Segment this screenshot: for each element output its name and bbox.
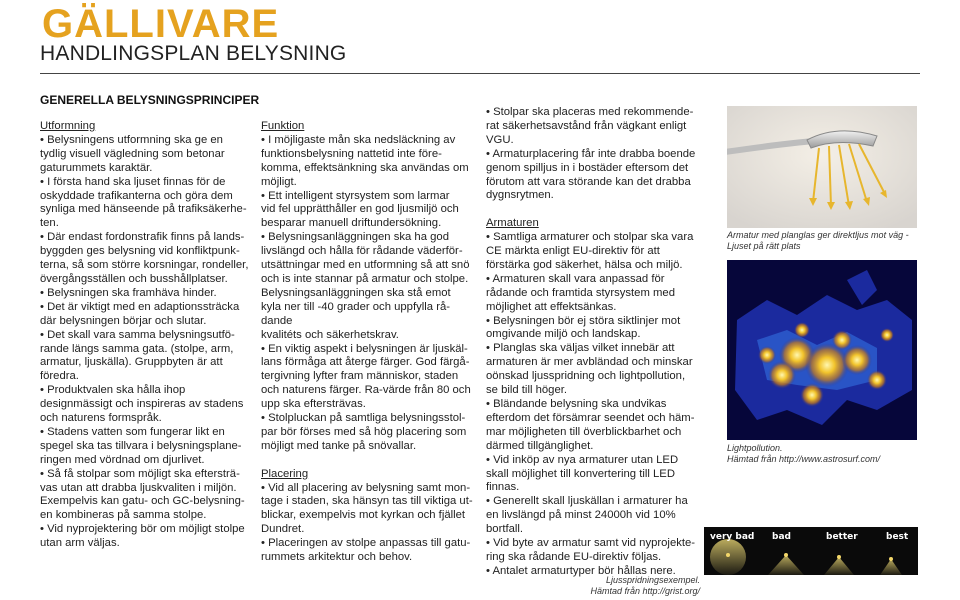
text-line: • Vid inköp av nya armaturer utan LED xyxy=(486,453,679,466)
text-line: • Samtliga armaturer och stolpar ska vara xyxy=(486,231,694,244)
text-line: utan arm väljas. xyxy=(40,537,120,550)
text-line: oskyddade trafikanterna och göra dem xyxy=(40,189,233,202)
subsection-heading: Utformning xyxy=(40,120,96,132)
text-line: rat säkerhetsavstånd från vägkant enligt xyxy=(486,119,687,132)
text-line: • Vid byte av armatur samt vid nyprojekte- xyxy=(486,537,696,550)
text-line: förstärka god säkerhet, hälsa och miljö. xyxy=(486,258,683,271)
text-line: ring ska rådande EU-direktiv följas. xyxy=(486,550,662,563)
text-line: Dundret. xyxy=(261,523,305,536)
text-line: • Planglas ska väljas vilket innebär att xyxy=(486,342,675,355)
subsection-heading: Funktion xyxy=(261,120,305,132)
text-line: • En viktig aspekt i belysningen är ljuskäl- xyxy=(261,342,468,355)
text-line: lans förmåga att återge färger. God färgå- xyxy=(261,356,470,369)
text-line: efterdom det försämrar seendet och häm- xyxy=(486,411,695,424)
text-line: • Produktvalen ska hålla ihop xyxy=(40,384,186,397)
light-spread-example xyxy=(704,527,918,575)
text-line: • Stolpluckan på samtliga belysningsstol- xyxy=(261,412,466,425)
spread-label: bad xyxy=(772,532,791,542)
text-line: rande längs samma gata. (stolpe, arm, xyxy=(40,342,234,355)
text-line: • Där endast fordonstrafik finns på lands- xyxy=(40,231,245,244)
gallivare-logo: GÄLLIVARE xyxy=(42,2,280,46)
text-line: finnas. xyxy=(486,481,520,494)
text-line: VGU. xyxy=(486,133,514,146)
text-line: en kombineras på samma stolpe. xyxy=(40,509,207,522)
text-line: där belysningen börjar och slutar. xyxy=(40,314,207,327)
text-line: livslängd och hålla för rådande väderför- xyxy=(261,245,463,258)
text-line: komma, effektsänkning ska användas om xyxy=(261,161,469,174)
text-line: • I första hand ska ljuset finnas för de xyxy=(40,175,226,188)
text-line: tergivning lyfter fram människor, staden xyxy=(261,370,459,383)
subsection-heading: Placering xyxy=(261,467,309,480)
text-line: spegel ska tas tillvara i belysningsplane- xyxy=(40,439,242,452)
text-line: gaturummets karaktär. xyxy=(40,161,153,174)
text-line: • Placeringen av stolpe anpassas till gatu- xyxy=(261,537,471,550)
text-line: • Vid all placering av belysning samt mon- xyxy=(261,481,471,494)
text-line: oönskad ljusspridning och lightpollution, xyxy=(486,370,686,383)
text-line: • Belysningen ska framhäva hinder. xyxy=(40,286,217,299)
column-placering-armaturen xyxy=(486,106,708,579)
text-line: • Det är viktigt med en adaptionssträcka xyxy=(40,300,240,313)
text-line: utsättningar med en utformning så att snö xyxy=(261,259,470,272)
text-line: se bild till höger. xyxy=(486,384,568,397)
text-line: möjligt med tanke på snövallar. xyxy=(261,439,417,452)
text-line: par bör förses med så hög placering som xyxy=(261,425,467,438)
text-line: blickar, exempelvis mot kyrkan och fjället xyxy=(261,509,466,522)
light-pollution-map xyxy=(727,260,917,440)
text-line: byggden ges belysning vid konfliktpunk- xyxy=(40,245,240,258)
pollution-caption-title: Lightpollution. xyxy=(727,443,783,453)
text-line: besparar manuell driftundersökning. xyxy=(261,217,442,230)
text-line: Exempelvis kan gatu- och GC-belysning- xyxy=(40,495,245,508)
text-line: föredra. xyxy=(40,370,79,383)
spread-caption-source: Hämtad från http://grist.org/ xyxy=(590,586,700,596)
text-line: Belysningsanläggningen ska stå emot xyxy=(261,286,451,299)
text-line: genom spilljus in i bostäder eftersom det xyxy=(486,161,689,174)
text-line: dygnsrytmen. xyxy=(486,189,554,202)
text-line: • Belysningens utformning ska ge en xyxy=(40,133,223,146)
text-line: mar möjligheten till överblickbarhet och xyxy=(486,425,682,438)
text-line: tydlig visuell vägledning som betonar xyxy=(40,147,225,160)
text-line: rådande och framtida styrsystem med xyxy=(486,286,675,299)
text-line: • Antalet armaturtyper bör hållas nere. xyxy=(486,564,676,577)
spread-label: best xyxy=(886,532,909,542)
text-line: funktionsbelysning nattetid inte före- xyxy=(261,147,442,160)
pollution-caption-source: Hämtad från http://www.astrosurf.com/ xyxy=(727,454,881,464)
section-title: GENERELLA BELYSNINGSPRINCIPER xyxy=(40,93,260,107)
text-line: dande xyxy=(261,314,293,327)
text-line: därmed tillgänglighet. xyxy=(486,439,594,452)
text-line: • Så få stolpar som möjligt ska eftersträ- xyxy=(40,467,240,480)
text-line: armaturen är mer avbländad och minskar xyxy=(486,356,693,369)
text-line: synliga med hänseende på trafiksäkerhe- xyxy=(40,203,247,216)
column-funktion-placering xyxy=(261,120,478,565)
text-line: • Stadens vatten som fungerar likt en xyxy=(40,425,225,438)
text-line: kvalitéts och säkerhetskrav. xyxy=(261,328,399,341)
header-divider xyxy=(40,73,920,74)
text-line: skall möjlighet till konvertering till LED xyxy=(486,467,675,480)
text-line: • I möjligaste mån ska nedsläckning av xyxy=(261,133,456,146)
text-line: • Belysningsanläggningen ska ha god xyxy=(261,231,449,244)
text-line: omgivande miljö och landskap. xyxy=(486,328,641,341)
spread-label: very bad xyxy=(710,532,755,542)
text-line: • Armaturen skall vara anpassad för xyxy=(486,272,665,285)
text-line: CE märkta enligt EU-direktiv för att xyxy=(486,245,660,258)
spread-caption-title: Ljusspridningsexempel. xyxy=(605,575,700,585)
text-line: • Generellt skall ljuskällan i armaturer ha xyxy=(486,495,688,508)
text-line: övergångsställen och busshållplatser. xyxy=(40,272,228,285)
text-line: möjligt. xyxy=(261,175,297,188)
text-line: och naturens formspråk. xyxy=(40,412,162,425)
text-line: möjlighet att effektsänkas. xyxy=(486,300,617,313)
fixture-image xyxy=(727,106,917,228)
text-line: bortfall. xyxy=(486,523,524,536)
column-utformning xyxy=(40,120,252,551)
text-line: • Ett intelligent styrsystem som larmar xyxy=(261,189,450,202)
text-line: vid fel upprätthåller en god ljusmiljö och xyxy=(261,203,459,216)
text-line: terna, så som större korsningar, rondeller, xyxy=(40,259,249,272)
text-line: rummets arkitektur och behov. xyxy=(261,551,413,564)
text-line: ringen med vördnad om djurlivet. xyxy=(40,453,205,466)
text-line: • Armaturplacering får inte drabba boende xyxy=(486,147,696,160)
text-line: och is inte stannar på armatur och stolpe. xyxy=(261,272,469,285)
text-line: armatur, ljuskälla). Gruppbyten är att xyxy=(40,356,223,369)
text-line: • Stolpar ska placeras med rekommende- xyxy=(486,106,694,118)
document-subtitle: HANDLINGSPLAN BELYSNING xyxy=(40,42,347,65)
text-line: designmässigt och inspireras av stadens xyxy=(40,398,244,411)
text-line: upp ska eftersträvas. xyxy=(261,398,366,411)
block-spacer xyxy=(261,454,478,468)
text-line: tage i staden, ska hänsyn tas till viktiga ut- xyxy=(261,495,473,508)
text-line: • Det skall vara samma belysningsutfö- xyxy=(40,328,235,341)
subsection-heading: Armaturen xyxy=(486,217,539,230)
text-line: kyla ner till -40 grader och uppfylla rå- xyxy=(261,300,450,313)
text-line: förutom att vara störande kan det drabba xyxy=(486,175,691,188)
text-line: ten. xyxy=(40,217,59,230)
text-line: och naturens färger. Ra-värde från 80 och xyxy=(261,384,471,397)
spread-label: better xyxy=(826,532,858,542)
text-line: • Belysningen bör ej störa siktlinjer mot xyxy=(486,314,681,327)
text-line: en livslängd på minst 24000h vid 10% xyxy=(486,509,676,522)
text-line: vas utan att drabba ljuskvaliten i miljön. xyxy=(40,481,237,494)
text-line: • Vid nyprojektering bör om möjligt stolpe xyxy=(40,523,245,536)
fixture-caption: Armatur med planglas ger direktljus mot väg - Ljuset på rätt plats xyxy=(727,230,909,251)
text-line: • Bländande belysning ska undvikas xyxy=(486,398,667,411)
block-spacer xyxy=(486,203,708,217)
